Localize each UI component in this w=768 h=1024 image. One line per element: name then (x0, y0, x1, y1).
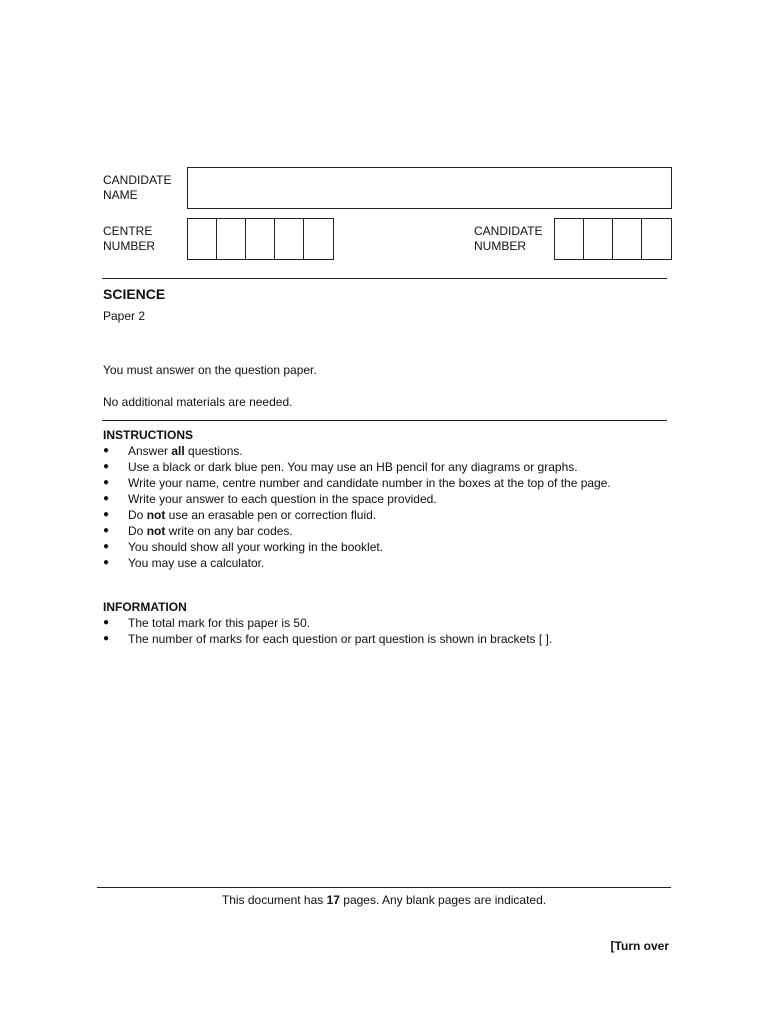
footer-divider (97, 887, 671, 888)
page-count-text-end: pages. Any blank pages are indicated. (339, 893, 547, 907)
candidate-number-label-line1: CANDIDATE (474, 224, 543, 238)
candidate-name-label (103, 173, 171, 203)
item-text-end: questions. (184, 444, 243, 458)
turn-over-label: [Turn over (610, 939, 669, 953)
instructions-heading: INSTRUCTIONS (103, 428, 193, 442)
information-heading: INFORMATION (103, 600, 187, 614)
item-text: The number of marks for each question or part question is shown in brackets [ ]. (128, 632, 553, 646)
bullet-icon: ● (103, 493, 110, 504)
subject-title: SCIENCE (103, 286, 166, 302)
instructions-divider (102, 420, 667, 421)
item-text: Answer (128, 444, 172, 458)
candidate-name-label-line1: CANDIDATE (103, 173, 172, 187)
candidate-name-box[interactable] (187, 167, 672, 209)
item-text-end: use an erasable pen or correction fluid. (165, 508, 377, 522)
centre-number-boxes[interactable] (187, 218, 334, 260)
list-item (103, 555, 611, 571)
item-text: Do (128, 508, 147, 522)
item-text: Do (128, 524, 147, 538)
item-text: Write your name, centre number and candidate number in the boxes at the top of the page. (128, 476, 611, 490)
paper-number: Paper 2 (103, 309, 146, 323)
item-text-end: write on any bar codes. (165, 524, 293, 538)
centre-number-digit-box[interactable] (275, 219, 304, 259)
centre-number-label-line2: NUMBER (103, 239, 156, 253)
item-text: You may use a calculator. (128, 556, 265, 570)
answer-on-paper-note: You must answer on the question paper. (103, 363, 317, 377)
list-item (103, 491, 611, 507)
list-item (103, 507, 611, 523)
list-item (103, 443, 611, 459)
bullet-icon: ● (103, 461, 110, 472)
centre-number-label (103, 224, 155, 254)
candidate-number-digit-box[interactable] (584, 219, 613, 259)
list-item (103, 475, 611, 491)
header-divider (102, 278, 667, 279)
candidate-number-label-line2: NUMBER (474, 239, 527, 253)
item-text: You should show all your working in the booklet. (128, 540, 384, 554)
list-item (103, 615, 552, 631)
item-bold-text: not (146, 508, 166, 522)
candidate-number-digit-box[interactable] (613, 219, 642, 259)
page-count-number: 17 (326, 893, 340, 907)
bullet-icon: ● (103, 477, 110, 488)
bullet-icon: ● (103, 541, 110, 552)
centre-number-digit-box[interactable] (304, 219, 333, 259)
list-item (103, 523, 611, 539)
bullet-icon: ● (103, 525, 110, 536)
instructions-list (103, 443, 611, 571)
candidate-name-label-line2: NAME (103, 188, 138, 202)
candidate-number-label (474, 224, 542, 254)
item-bold-text: not (146, 524, 166, 538)
list-item (103, 631, 552, 647)
item-bold-text: all (171, 444, 185, 458)
materials-note: No additional materials are needed. (103, 395, 293, 409)
bullet-icon: ● (103, 509, 110, 520)
page-count-note (97, 893, 671, 907)
bullet-icon: ● (103, 617, 110, 628)
list-item (103, 539, 611, 555)
bullet-icon: ● (103, 633, 110, 644)
page-count-text: This document has (221, 893, 327, 907)
centre-number-digit-box[interactable] (217, 219, 246, 259)
bullet-icon: ● (103, 445, 110, 456)
item-text: Write your answer to each question in the space provided. (128, 492, 437, 506)
information-list (103, 615, 552, 647)
list-item (103, 459, 611, 475)
candidate-number-digit-box[interactable] (642, 219, 671, 259)
item-text: The total mark for this paper is 50. (128, 616, 311, 630)
bullet-icon: ● (103, 557, 110, 568)
centre-number-label-line1: CENTRE (103, 224, 153, 238)
centre-number-digit-box[interactable] (246, 219, 275, 259)
candidate-number-boxes[interactable] (554, 218, 672, 260)
centre-number-digit-box[interactable] (188, 219, 217, 259)
candidate-number-digit-box[interactable] (555, 219, 584, 259)
item-text: Use a black or dark blue pen. You may use an HB pencil for any diagrams or graphs. (128, 460, 578, 474)
